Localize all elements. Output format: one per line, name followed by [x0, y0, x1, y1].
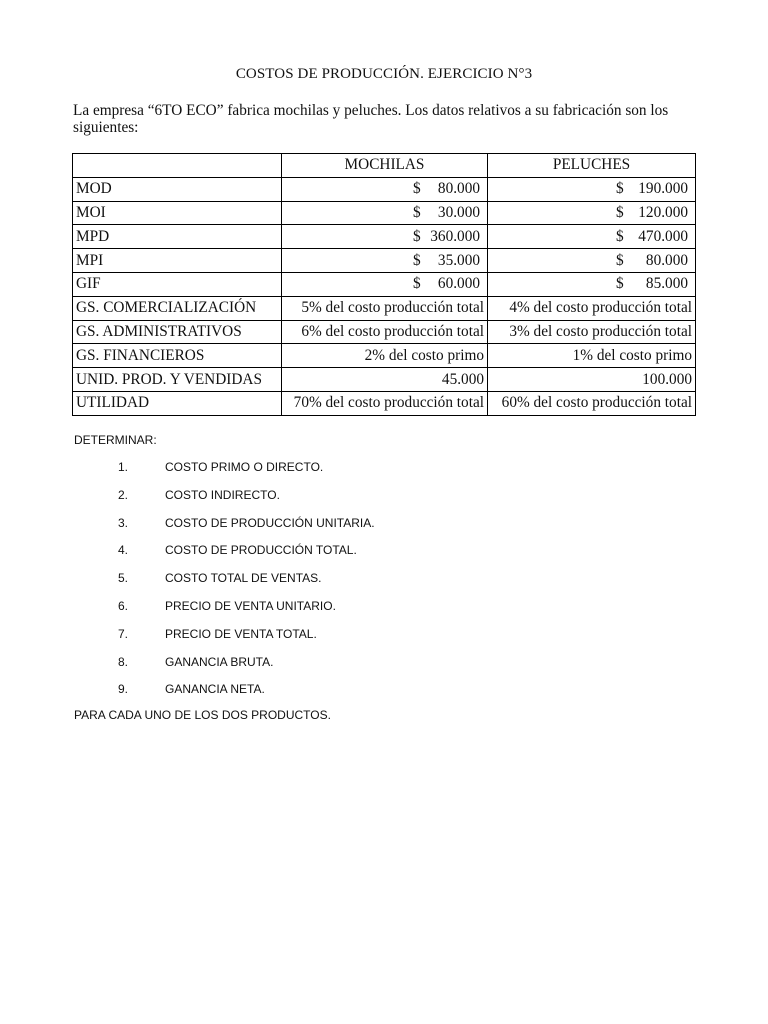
mochilas-amount-cell — [282, 249, 488, 273]
currency-symbol: $ — [413, 227, 421, 245]
amount-value: 60.000 — [437, 275, 480, 293]
mochilas-amount-cell — [282, 225, 488, 249]
row-label: GIF — [73, 272, 282, 296]
task-number: 5. — [118, 571, 129, 586]
task-number: 7. — [118, 626, 129, 641]
task-number: 4. — [118, 543, 129, 558]
table-row — [73, 177, 696, 201]
mochilas-amount-cell — [282, 201, 488, 225]
mochilas-value-cell: 70% del costo producción total — [282, 391, 488, 415]
task-text: COSTO DE PRODUCCIÓN TOTAL. — [165, 543, 357, 558]
currency-symbol: $ — [616, 275, 624, 293]
currency-symbol: $ — [413, 251, 421, 269]
determinar-heading: DETERMINAR: — [74, 433, 157, 447]
peluches-value-cell: 4% del costo producción total — [488, 296, 696, 320]
amount-value: 80.000 — [437, 180, 480, 198]
task-number: 8. — [118, 654, 129, 669]
table-row — [73, 296, 696, 320]
header-cell-peluches: PELUCHES — [488, 154, 696, 178]
currency-symbol: $ — [616, 251, 624, 269]
peluches-amount-cell — [488, 201, 696, 225]
table-row — [73, 201, 696, 225]
row-label: MOD — [73, 177, 282, 201]
task-text: COSTO DE PRODUCCIÓN UNITARIA. — [165, 515, 375, 530]
closing-note: PARA CADA UNO DE LOS DOS PRODUCTOS. — [74, 708, 331, 722]
task-number: 1. — [118, 460, 129, 474]
task-text: COSTO INDIRECTO. — [165, 487, 280, 502]
currency-symbol: $ — [413, 275, 421, 293]
mochilas-amount-cell — [282, 177, 488, 201]
row-label: UNID. PROD. Y VENDIDAS — [73, 368, 282, 392]
intro-paragraph: La empresa “6TO ECO” fabrica mochilas y peluches. Los datos relativos a su fabricación son los siguientes: — [73, 102, 669, 136]
currency-symbol: $ — [413, 180, 421, 198]
task-text: COSTO TOTAL DE VENTAS. — [165, 571, 322, 586]
task-text: GANANCIA NETA. — [165, 682, 265, 697]
mochilas-value-cell: 2% del costo primo — [282, 344, 488, 368]
amount-value: 35.000 — [437, 251, 480, 269]
peluches-value-cell: 3% del costo producción total — [488, 320, 696, 344]
peluches-amount-cell — [488, 177, 696, 201]
amount-value: 470.000 — [638, 227, 688, 245]
peluches-value-cell: 60% del costo producción total — [488, 391, 696, 415]
row-label: GS. ADMINISTRATIVOS — [73, 320, 282, 344]
task-text: GANANCIA BRUTA. — [165, 654, 274, 669]
task-number: 9. — [118, 682, 129, 697]
currency-symbol: $ — [616, 203, 624, 221]
amount-value: 80.000 — [645, 251, 688, 269]
table-row — [73, 272, 696, 296]
header-cell-mochilas: MOCHILAS — [282, 154, 488, 178]
mochilas-value-cell: 45.000 — [282, 368, 488, 392]
task-text: PRECIO DE VENTA TOTAL. — [165, 626, 317, 641]
table-row — [73, 344, 696, 368]
currency-symbol: $ — [413, 203, 421, 221]
amount-value: 360.000 — [430, 227, 480, 245]
task-text: PRECIO DE VENTA UNITARIO. — [165, 598, 336, 613]
peluches-amount-cell — [488, 249, 696, 273]
task-number: 6. — [118, 598, 129, 613]
peluches-value-cell: 1% del costo primo — [488, 344, 696, 368]
task-text: COSTO PRIMO O DIRECTO. — [165, 460, 324, 474]
document-title: COSTOS DE PRODUCCIÓN. EJERCICIO N°3 — [235, 66, 533, 82]
row-label: GS. COMERCIALIZACIÓN — [73, 296, 282, 320]
task-number: 2. — [118, 487, 129, 502]
header-cell-empty — [73, 154, 282, 178]
task-number: 3. — [118, 515, 129, 530]
currency-symbol: $ — [616, 227, 624, 245]
mochilas-amount-cell — [282, 272, 488, 296]
row-label: MOI — [73, 201, 282, 225]
cost-data-table — [72, 153, 696, 416]
mochilas-value-cell: 6% del costo producción total — [282, 320, 488, 344]
table-row — [73, 320, 696, 344]
peluches-value-cell: 100.000 — [488, 368, 696, 392]
table-row — [73, 225, 696, 249]
amount-value: 120.000 — [638, 203, 688, 221]
peluches-amount-cell — [488, 272, 696, 296]
amount-value: 85.000 — [645, 275, 688, 293]
table-row — [73, 368, 696, 392]
row-label: UTILIDAD — [73, 391, 282, 415]
peluches-amount-cell — [488, 225, 696, 249]
table-row — [73, 391, 696, 415]
amount-value: 30.000 — [437, 203, 480, 221]
row-label: GS. FINANCIEROS — [73, 344, 282, 368]
amount-value: 190.000 — [638, 180, 688, 198]
mochilas-value-cell: 5% del costo producción total — [282, 296, 488, 320]
table-row — [73, 249, 696, 273]
row-label: MPI — [73, 249, 282, 273]
currency-symbol: $ — [616, 180, 624, 198]
row-label: MPD — [73, 225, 282, 249]
table-header-row — [73, 154, 696, 178]
